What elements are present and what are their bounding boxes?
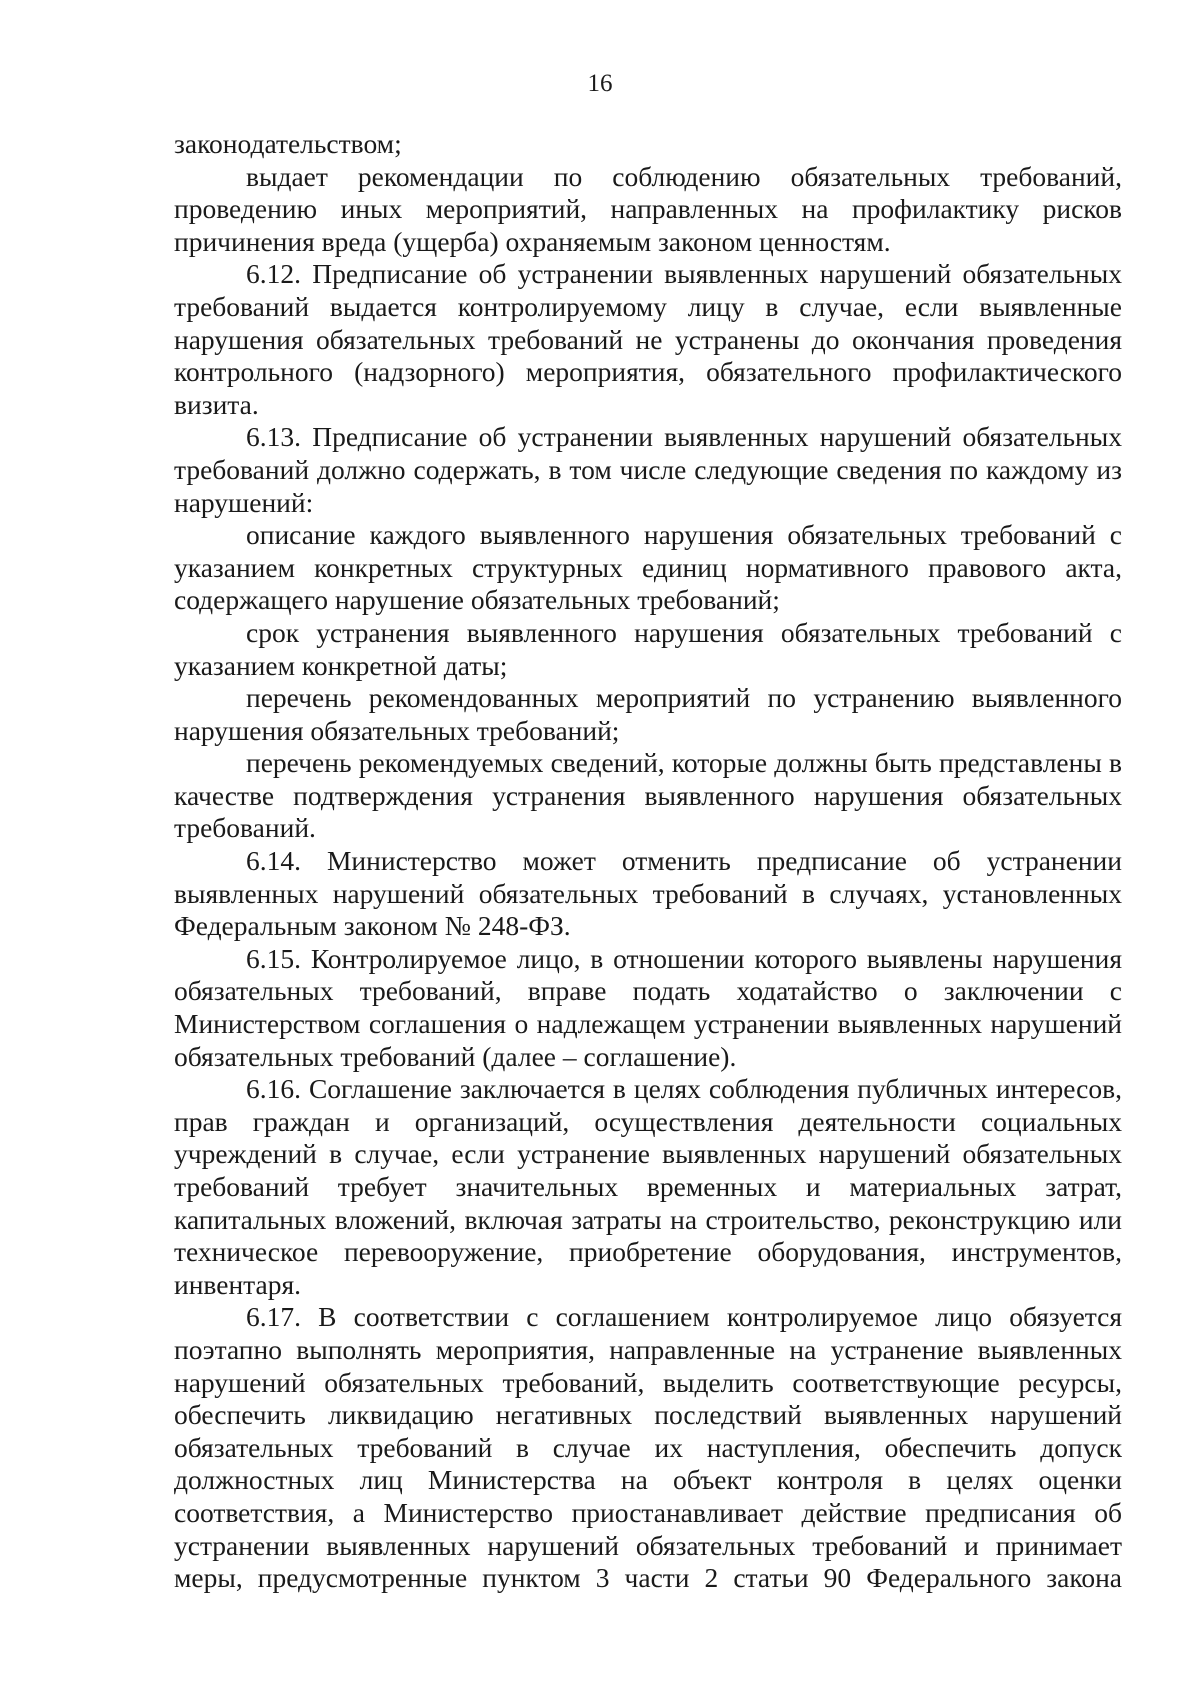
list-item-recommended-information: перечень рекомендуемых сведений, которые должны быть представлены в качестве подтверждения устранения выявленного нарушения обязательных требований. [174,747,1122,844]
paragraph-6-13: 6.13. Предписание об устранении выявленных нарушений обязательных требований должно содержать, в том числе следующие сведения по каждому из нарушений: [174,421,1122,518]
paragraph-6-14: 6.14. Министерство может отменить предписание об устранении выявленных нарушений обязательных требований в случаях, установленных Федеральным законом № 248-ФЗ. [174,845,1122,942]
paragraph-continuation: законодательством; [174,128,402,159]
paragraph-recommendations: выдает рекомендации по соблюдению обязательных требований, проведению иных мероприятий, направленных на профилактику рисков причинения вреда (ущерба) охраняемым законом ценностям. [174,160,1122,257]
list-item-deadline: срок устранения выявленного нарушения обязательных требований с указанием конкретной даты; [174,616,1122,681]
paragraph-6-15: 6.15. Контролируемое лицо, в отношении которого выявлены нарушения обязательных требований, вправе подать ходатайство о заключении с Министерством соглашения о надлежащем устранении выявленных нарушений обязательных требований (далее – соглашение). [174,942,1122,1072]
page-number: 16 [587,70,613,97]
paragraph-6-16: 6.16. Соглашение заключается в целях соблюдения публичных интересов, прав граждан и организаций, осуществления деятельности социальных учреждений в случае, если устранение выявленных нарушений обязательных требований требует значительных временных и материальных затрат, капитальных вложений, включая затраты на строительство, реконструкцию или техническое перевооружение, приобретение оборудования, инструментов, инвентаря. [174,1073,1122,1300]
list-item-recommended-measures: перечень рекомендованных мероприятий по устранению выявленного нарушения обязательных требований; [174,682,1122,746]
list-item-violation-description: описание каждого выявленного нарушения обязательных требований с указанием конкретных структурных единиц нормативного правового акта, содержащего нарушение обязательных требований; [174,519,1122,616]
document-body [174,128,1122,1595]
paragraph-6-12: 6.12. Предписание об устранении выявленных нарушений обязательных требований выдается контролируемому лицу в случае, если выявленные нарушения обязательных требований не устранены до окончания проведения контрольного (надзорного) мероприятия, обязательного профилактического визита. [174,258,1122,420]
paragraph-6-17: 6.17. В соответствии с соглашением контролируемое лицо обязуется поэтапно выполнять мероприятия, направленные на устранение выявленных нарушений обязательных требований, выделить соответствующие ресурсы, обеспечить ликвидацию негативных последствий выявленных нарушений обязательных требований в случае их наступления, обеспечить допуск должностных лиц Министерства на объект контроля в целях оценки соответствия, а Министерство приостанавливает действие предписания об устранении выявленных нарушений обязательных требований и принимает меры, предусмотренные пунктом 3 части 2 статьи 90 Федерального закона [174,1301,1122,1594]
